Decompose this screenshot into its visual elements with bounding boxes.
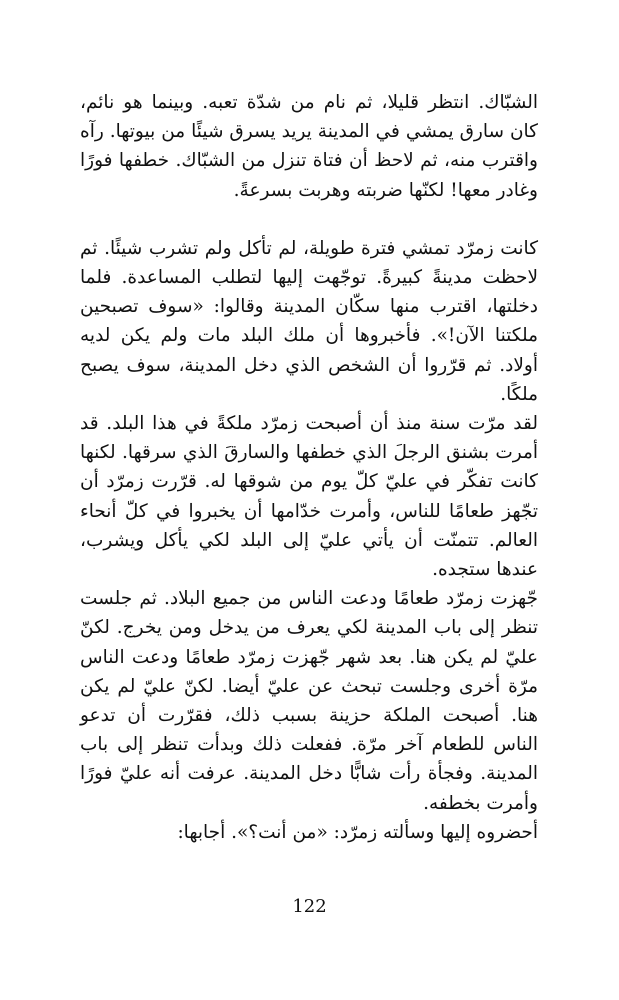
body-text (80, 88, 538, 847)
paragraph-2: كانت زمرّد تمشي فترة طويلة، لم تأكل ولم تشرب شيئًا. ثم لاحظت مدينةً كبيرةً. توجّهت إليها لتطلب المساعدة. فلما دخلتها، اقترب منها سكّان المدينة وقالوا: «سوف تصبحين ملكتنا الآن!». فأخبروها أن ملك البلد مات ولم يكن لديه أولاد. ثم قرّروا أن الشخص الذي دخل المدينة، سوف يصبح ملكًا. (80, 237, 538, 405)
paragraph-4: جّهزت زمرّد طعامًا ودعت الناس من جميع البلاد. ثم جلست تنظر إلى باب المدينة لكي يعرف من يدخل ومن يخرج. لكنّ عليّ لم يكن هنا. بعد شهر جّهزت زمرّد طعامًا ودعت الناس مرّة أخرى وجلست تبحث عن عليّ أيضا. لكنّ عليّ لم يكن هنا. أصبحت الملكة حزينة بسبب ذلك، فقرّرت أن تدعو الناس للطعام آخر مرّة. ففعلت ذلك وبدأت تنظر إلى باب المدينة. وفجأة رأت شابًّا دخل المدينة. عرفت أنه عليّ فورًا وأمرت بخطفه. (80, 588, 538, 814)
page-number: 122 (292, 896, 327, 917)
paragraph-5: أحضروه إليها وسألته زمرّد: «من أنت؟». أجابها: (177, 821, 538, 843)
paragraph-3: لقد مرّت سنة منذ أن أصبحت زمرّد ملكةً في هذا البلد. قد أمرت بشنق الرجلَ الذي خطفها والسارقَ الذي سرقها. لكنها كانت تفكّر في عليّ كلّ يوم من شوقها له. قرّرت زمرّد أن تجّهز طعامًا للناس، وأمرت خدّامها أن يخبروا في كلّ أنحاء العالم. تتمنّت أن يأتي عليّ إلى البلد لكي يأكل ويشرب، عندها ستجده. (80, 413, 538, 581)
paragraph-1: الشبّاك. انتظر قليلا، ثم نام من شدّة تعبه. وبينما هو نائم، كان سارق يمشي في المدينة يريد يسرق شيئًا من بيوتها. رآه واقترب منه، ثم لاحظ أن فتاة تنزل من الشبّاك. خطفها فورًا وغادر معها! لكنّها ضربته وهربت بسرعةً. (80, 92, 538, 201)
